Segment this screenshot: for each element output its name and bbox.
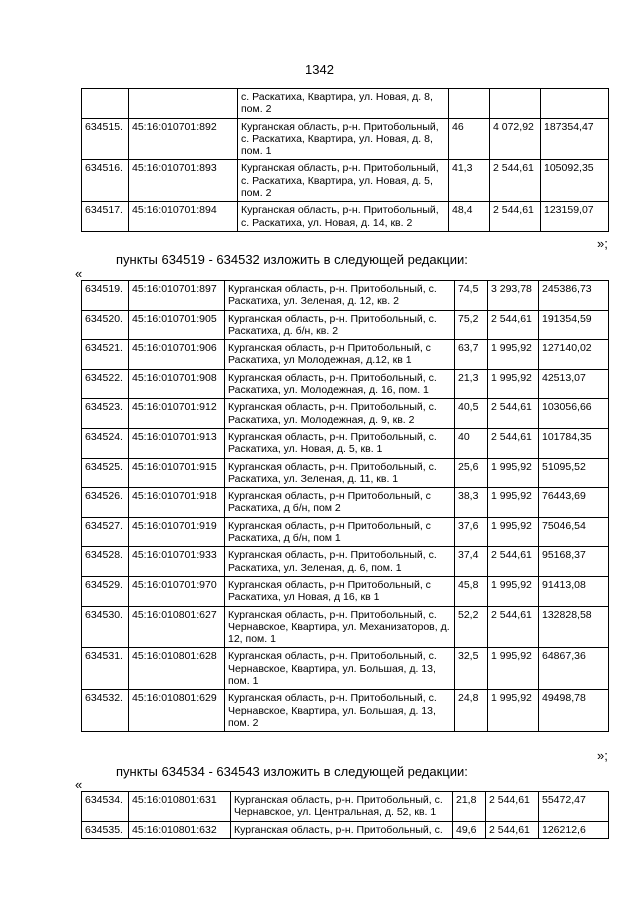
address-cell: Курганская область, р-н. Притобольный, с. Чернавское, Квартира, ул. Большая, д. 13, пом. 1 <box>225 648 455 690</box>
value-cell: 187354,47 <box>541 118 609 160</box>
value-cell: 76443,69 <box>539 488 609 518</box>
table-row <box>82 399 609 429</box>
cadastral-number-cell: 45:16:010701:893 <box>129 160 238 202</box>
table-row <box>82 821 609 838</box>
value-cell: 245386,73 <box>539 281 609 311</box>
rate-cell: 2 544,61 <box>488 606 539 648</box>
area-cell: 48,4 <box>449 202 490 232</box>
rate-cell: 2 544,61 <box>486 821 539 838</box>
area-cell: 21,3 <box>455 369 488 399</box>
cadastral-number-cell: 45:16:010801:628 <box>129 648 225 690</box>
amendment-instruction: пункты 634519 - 634532 изложить в следующей редакции: <box>116 252 468 267</box>
register-table-3 <box>81 791 609 839</box>
rate-cell: 1 995,92 <box>488 517 539 547</box>
item-number-cell <box>82 89 129 119</box>
value-cell: 127140,02 <box>539 340 609 370</box>
rate-cell: 3 293,78 <box>488 281 539 311</box>
value-cell: 42513,07 <box>539 369 609 399</box>
rate-cell: 1 995,92 <box>488 488 539 518</box>
cadastral-number-cell: 45:16:010701:894 <box>129 202 238 232</box>
table-row <box>82 690 609 732</box>
area-cell: 41,3 <box>449 160 490 202</box>
item-number-cell: 634528. <box>82 547 129 577</box>
rate-cell: 2 544,61 <box>488 399 539 429</box>
item-number-cell: 634526. <box>82 488 129 518</box>
opening-quote: « <box>75 266 83 281</box>
rate-cell: 1 995,92 <box>488 690 539 732</box>
address-cell: Курганская область, р-н. Притобольный, с. Раскатиха, ул. Новая, д. 5, кв. 1 <box>225 428 455 458</box>
table-row <box>82 517 609 547</box>
cadastral-number-cell: 45:16:010701:912 <box>129 399 225 429</box>
area-cell: 74,5 <box>455 281 488 311</box>
item-number-cell: 634531. <box>82 648 129 690</box>
cadastral-number-cell: 45:16:010801:629 <box>129 690 225 732</box>
address-cell: Курганская область, р-н. Притобольный, с. Раскатиха, ул. Молодежная, д. 16, пом. 1 <box>225 369 455 399</box>
table-body <box>82 89 609 232</box>
cadastral-number-cell: 45:16:010801:627 <box>129 606 225 648</box>
closing-quote: »; <box>597 748 608 763</box>
area-cell: 25,6 <box>455 458 488 488</box>
table-row <box>82 792 609 822</box>
area-cell: 40 <box>455 428 488 458</box>
table-row <box>82 547 609 577</box>
table-row <box>82 488 609 518</box>
value-cell: 49498,78 <box>539 690 609 732</box>
item-number-cell: 634520. <box>82 310 129 340</box>
address-cell: с. Раскатиха, Квартира, ул. Новая, д. 8, пом. 2 <box>238 89 449 119</box>
item-number-cell: 634516. <box>82 160 129 202</box>
cadastral-number-cell: 45:16:010701:913 <box>129 428 225 458</box>
rate-cell: 2 544,61 <box>490 160 541 202</box>
address-cell: Курганская область, р-н Притобольный, с Раскатиха, ул Молодежная, д.12, кв 1 <box>225 340 455 370</box>
cadastral-number-cell <box>129 89 238 119</box>
item-number-cell: 634529. <box>82 576 129 606</box>
register-table-1 <box>81 88 609 232</box>
value-cell: 55472,47 <box>539 792 609 822</box>
closing-quote: »; <box>597 236 608 251</box>
amendment-instruction: пункты 634534 - 634543 изложить в следующей редакции: <box>116 764 468 779</box>
value-cell: 51095,52 <box>539 458 609 488</box>
address-cell: Курганская область, р-н. Притобольный, с. Чернавское, ул. Центральная, д. 52, кв. 1 <box>231 792 453 822</box>
value-cell: 126212,6 <box>539 821 609 838</box>
address-cell: Курганская область, р-н. Притобольный, с. Раскатиха, ул. Новая, д. 14, кв. 2 <box>238 202 449 232</box>
address-cell: Курганская область, р-н. Притобольный, с. Чернавское, Квартира, ул. Большая, д. 13, пом. 2 <box>225 690 455 732</box>
value-cell: 75046,54 <box>539 517 609 547</box>
value-cell: 191354,59 <box>539 310 609 340</box>
area-cell: 32,5 <box>455 648 488 690</box>
value-cell: 103056,66 <box>539 399 609 429</box>
table-body <box>82 792 609 839</box>
cadastral-number-cell: 45:16:010701:915 <box>129 458 225 488</box>
item-number-cell: 634530. <box>82 606 129 648</box>
item-number-cell: 634519. <box>82 281 129 311</box>
address-cell: Курганская область, р-н. Притобольный, с. Раскатиха, ул. Зеленая, д. 12, кв. 2 <box>225 281 455 311</box>
cadastral-number-cell: 45:16:010801:632 <box>129 821 231 838</box>
table-row <box>82 202 609 232</box>
value-cell: 132828,58 <box>539 606 609 648</box>
rate-cell: 2 544,61 <box>490 202 541 232</box>
item-number-cell: 634524. <box>82 428 129 458</box>
rate-cell: 1 995,92 <box>488 369 539 399</box>
rate-cell: 1 995,92 <box>488 576 539 606</box>
value-cell: 91413,08 <box>539 576 609 606</box>
value-cell: 101784,35 <box>539 428 609 458</box>
rate-cell: 1 995,92 <box>488 648 539 690</box>
address-cell: Курганская область, р-н. Притобольный, с. Раскатиха, ул. Зеленая, д. 11, кв. 1 <box>225 458 455 488</box>
rate-cell: 2 544,61 <box>486 792 539 822</box>
table-body <box>82 281 609 732</box>
address-cell: Курганская область, р-н. Притобольный, с. Раскатиха, Квартира, ул. Новая, д. 8, пом. 1 <box>238 118 449 160</box>
cadastral-number-cell: 45:16:010701:919 <box>129 517 225 547</box>
cadastral-number-cell: 45:16:010701:892 <box>129 118 238 160</box>
item-number-cell: 634525. <box>82 458 129 488</box>
cadastral-number-cell: 45:16:010701:918 <box>129 488 225 518</box>
item-number-cell: 634532. <box>82 690 129 732</box>
value-cell: 95168,37 <box>539 547 609 577</box>
rate-cell <box>490 89 541 119</box>
area-cell: 46 <box>449 118 490 160</box>
table-row <box>82 89 609 119</box>
item-number-cell: 634535. <box>82 821 129 838</box>
cadastral-number-cell: 45:16:010701:908 <box>129 369 225 399</box>
table-row <box>82 369 609 399</box>
table-row <box>82 458 609 488</box>
area-cell: 37,4 <box>455 547 488 577</box>
area-cell: 49,6 <box>453 821 486 838</box>
cadastral-number-cell: 45:16:010801:631 <box>129 792 231 822</box>
address-cell: Курганская область, р-н. Притобольный, с. Раскатиха, Квартира, ул. Новая, д. 5, пом. 2 <box>238 160 449 202</box>
value-cell: 105092,35 <box>541 160 609 202</box>
table-row <box>82 648 609 690</box>
table-row <box>82 160 609 202</box>
opening-quote: « <box>75 777 83 792</box>
value-cell <box>541 89 609 119</box>
address-cell: Курганская область, р-н. Притобольный, с. Раскатиха, ул. Молодежная, д. 9, кв. 2 <box>225 399 455 429</box>
address-cell: Курганская область, р-н. Притобольный, с. Раскатиха, д. б/н, кв. 2 <box>225 310 455 340</box>
rate-cell: 2 544,61 <box>488 547 539 577</box>
page-number: 1342 <box>305 62 334 77</box>
address-cell: Курганская область, р-н Притобольный, с Раскатиха, ул Новая, д 16, кв 1 <box>225 576 455 606</box>
area-cell: 63,7 <box>455 340 488 370</box>
table-row <box>82 576 609 606</box>
table-row <box>82 310 609 340</box>
area-cell <box>449 89 490 119</box>
value-cell: 123159,07 <box>541 202 609 232</box>
cadastral-number-cell: 45:16:010701:906 <box>129 340 225 370</box>
area-cell: 45,8 <box>455 576 488 606</box>
area-cell: 21,8 <box>453 792 486 822</box>
item-number-cell: 634522. <box>82 369 129 399</box>
item-number-cell: 634521. <box>82 340 129 370</box>
area-cell: 52,2 <box>455 606 488 648</box>
item-number-cell: 634517. <box>82 202 129 232</box>
address-cell: Курганская область, р-н. Притобольный, с. Раскатиха, ул. Зеленая, д. 6, пом. 1 <box>225 547 455 577</box>
address-cell: Курганская область, р-н Притобольный, с Раскатиха, д б/н, пом 2 <box>225 488 455 518</box>
item-number-cell: 634515. <box>82 118 129 160</box>
area-cell: 24,8 <box>455 690 488 732</box>
rate-cell: 2 544,61 <box>488 310 539 340</box>
address-cell: Курганская область, р-н. Притобольный, с. <box>231 821 453 838</box>
area-cell: 37,6 <box>455 517 488 547</box>
table-row <box>82 340 609 370</box>
table-row <box>82 428 609 458</box>
table-row <box>82 118 609 160</box>
cadastral-number-cell: 45:16:010701:905 <box>129 310 225 340</box>
area-cell: 38,3 <box>455 488 488 518</box>
cadastral-number-cell: 45:16:010701:897 <box>129 281 225 311</box>
cadastral-number-cell: 45:16:010701:970 <box>129 576 225 606</box>
rate-cell: 2 544,61 <box>488 428 539 458</box>
cadastral-number-cell: 45:16:010701:933 <box>129 547 225 577</box>
area-cell: 75,2 <box>455 310 488 340</box>
rate-cell: 1 995,92 <box>488 340 539 370</box>
table-row <box>82 606 609 648</box>
address-cell: Курганская область, р-н Притобольный, с Раскатиха, д б/н, пом 1 <box>225 517 455 547</box>
table-row <box>82 281 609 311</box>
area-cell: 40,5 <box>455 399 488 429</box>
item-number-cell: 634527. <box>82 517 129 547</box>
item-number-cell: 634523. <box>82 399 129 429</box>
register-table-2 <box>81 280 609 732</box>
rate-cell: 1 995,92 <box>488 458 539 488</box>
item-number-cell: 634534. <box>82 792 129 822</box>
address-cell: Курганская область, р-н. Притобольный, с. Чернавское, Квартира, ул. Механизаторов, д. 12, пом. 1 <box>225 606 455 648</box>
rate-cell: 4 072,92 <box>490 118 541 160</box>
value-cell: 64867,36 <box>539 648 609 690</box>
